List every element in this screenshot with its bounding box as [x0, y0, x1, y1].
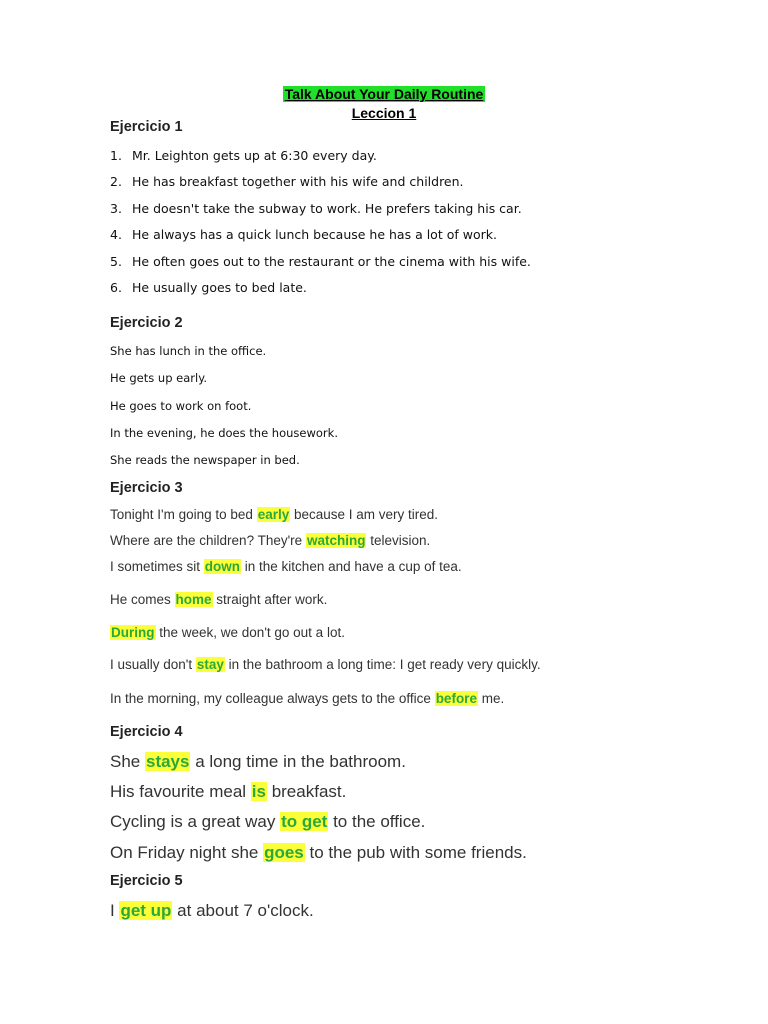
list-item: 4. He always has a quick lunch because he has a lot of work. [110, 227, 497, 242]
answer-highlight: early [257, 507, 290, 522]
list-item: 6. He usually goes to bed late. [110, 280, 307, 295]
exercise-3-heading: Ejercicio 3 [110, 480, 183, 496]
title-block [0, 86, 768, 121]
answer-highlight: before [435, 691, 477, 706]
exercise-3-line: Where are the children? They're watching television. [110, 533, 431, 548]
answer-highlight: is [251, 782, 266, 801]
exercise-3-line: He comes home straight after work. [110, 592, 328, 607]
exercise-3-line: Tonight I'm going to bed early because I am very tired. [110, 507, 439, 522]
exercise-3-line: I sometimes sit down in the kitchen and have a cup of tea. [110, 559, 462, 574]
list-item: 3. He doesn't take the subway to work. He prefers taking his car. [110, 201, 522, 216]
exercise-5-heading: Ejercicio 5 [110, 873, 183, 889]
exercise-3-line: During the week, we don't go out a lot. [111, 625, 345, 640]
document-title: Talk About Your Daily Routine [284, 86, 484, 102]
list-item: 5. He often goes out to the restaurant or the cinema with his wife. [110, 254, 531, 269]
exercise-1-heading: Ejercicio 1 [110, 119, 183, 135]
exercise-3-line: In the morning, my colleague always gets to the office before me. [110, 691, 505, 706]
exercise-2-line: He gets up early. [110, 371, 208, 385]
answer-highlight: stays [145, 752, 190, 771]
exercise-3-line: I usually don't stay in the bathroom a long time: I get ready very quickly. [110, 657, 541, 672]
exercise-2-line: In the evening, he does the housework. [110, 426, 338, 440]
exercise-4-line: On Friday night she goes to the pub with some friends. [110, 843, 527, 862]
answer-highlight: goes [264, 843, 304, 862]
answer-highlight: During [111, 625, 155, 640]
exercise-2-line: He goes to work on foot. [110, 399, 252, 413]
answer-highlight: watching [306, 533, 366, 548]
answer-highlight: stay [196, 657, 224, 672]
answer-highlight: get up [120, 901, 172, 920]
exercise-4-line: His favourite meal is breakfast. [110, 782, 347, 801]
list-item: 1. Mr. Leighton gets up at 6:30 every day. [110, 148, 377, 163]
answer-highlight: home [175, 592, 212, 607]
exercise-2-heading: Ejercicio 2 [110, 315, 183, 331]
exercise-4-line: Cycling is a great way to get to the office. [110, 812, 426, 831]
exercise-4-heading: Ejercicio 4 [110, 724, 183, 740]
answer-highlight: to get [281, 812, 328, 831]
exercise-2-line: She has lunch in the office. [110, 344, 267, 358]
exercise-4-line: She stays a long time in the bathroom. [110, 752, 406, 771]
exercise-2-line: She reads the newspaper in bed. [110, 453, 300, 467]
document-subtitle: Leccion 1 [351, 105, 417, 121]
list-item: 2. He has breakfast together with his wife and children. [110, 174, 464, 189]
exercise-5-line: I get up at about 7 o'clock. [110, 901, 314, 920]
answer-highlight: down [204, 559, 241, 574]
